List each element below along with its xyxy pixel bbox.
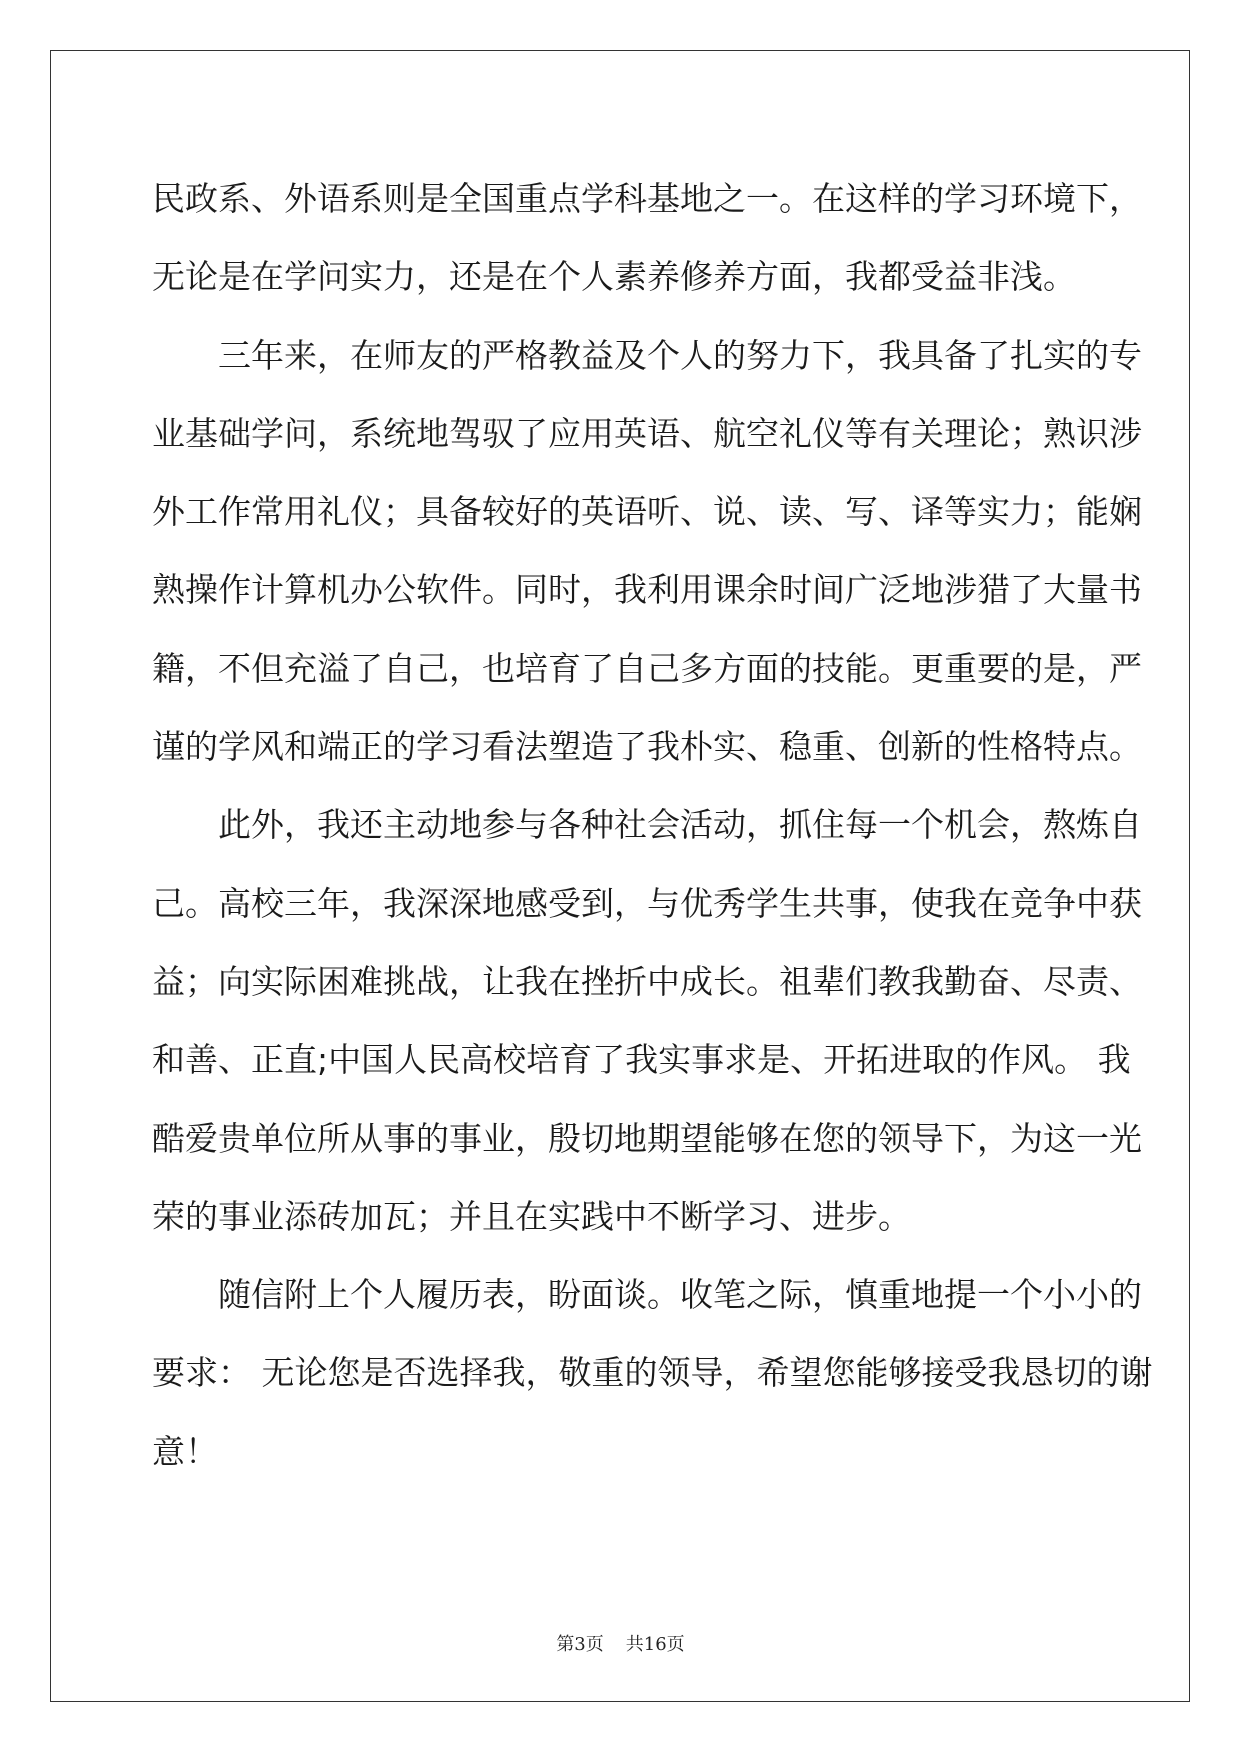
text-line: 己。高校三年，我深深地感受到，与优秀学生共事，使我在竞争中获 xyxy=(152,883,1142,923)
text-line: 此外，我还主动地参与各种社会活动，抓住每一个机会，熬炼自 xyxy=(218,805,1142,845)
text-line: 籍，不但充溢了自己，也培育了自己多方面的技能。更重要的是，严 xyxy=(152,648,1142,688)
text-line: 无论是在学问实力，还是在个人素养修养方面，我都受益非浅。 xyxy=(152,257,1076,297)
text-line: 要求： 无论您是否选择我，敬重的领导，希望您能够接受我恳切的谢 xyxy=(152,1353,1153,1393)
page-footer xyxy=(0,1630,1241,1656)
text-line: 业基础学问，系统地驾驭了应用英语、航空礼仪等有关理论；熟识涉 xyxy=(152,413,1142,453)
text-line: 意！ xyxy=(152,1431,218,1471)
text-line: 荣的事业添砖加瓦；并且在实践中不断学习、进步。 xyxy=(152,1196,911,1236)
text-line: 外工作常用礼仪；具备较好的英语听、说、读、写、译等实力；能娴 xyxy=(152,492,1142,532)
text-line: 熟操作计算机办公软件。同时，我利用课余时间广泛地涉猎了大量书 xyxy=(152,570,1142,610)
text-line: 民政系、外语系则是全国重点学科基地之一。在这样的学习环境下， xyxy=(152,179,1142,218)
text-line: 益；向实际困难挑战，让我在挫折中成长。祖辈们教我勤奋、尽责、 xyxy=(152,961,1142,1001)
page-number: 第3页 xyxy=(556,1634,604,1655)
page-total: 共16页 xyxy=(625,1634,685,1655)
text-line: 和善、正直;中国人民高校培育了我实事求是、开拓进取的作风。 我 xyxy=(152,1040,1131,1080)
text-line: 谨的学风和端正的学习看法塑造了我朴实、稳重、创新的性格特点。 xyxy=(152,727,1142,767)
text-line: 酷爱贵单位所从事的事业，殷切地期望能够在您的领导下，为这一光 xyxy=(152,1118,1142,1158)
text-line: 随信附上个人履历表，盼面谈。收笔之际，慎重地提一个小小的 xyxy=(218,1275,1142,1315)
document-body xyxy=(152,160,1153,1491)
text-line: 三年来，在师友的严格教益及个人的努力下，我具备了扎实的专 xyxy=(218,335,1142,375)
